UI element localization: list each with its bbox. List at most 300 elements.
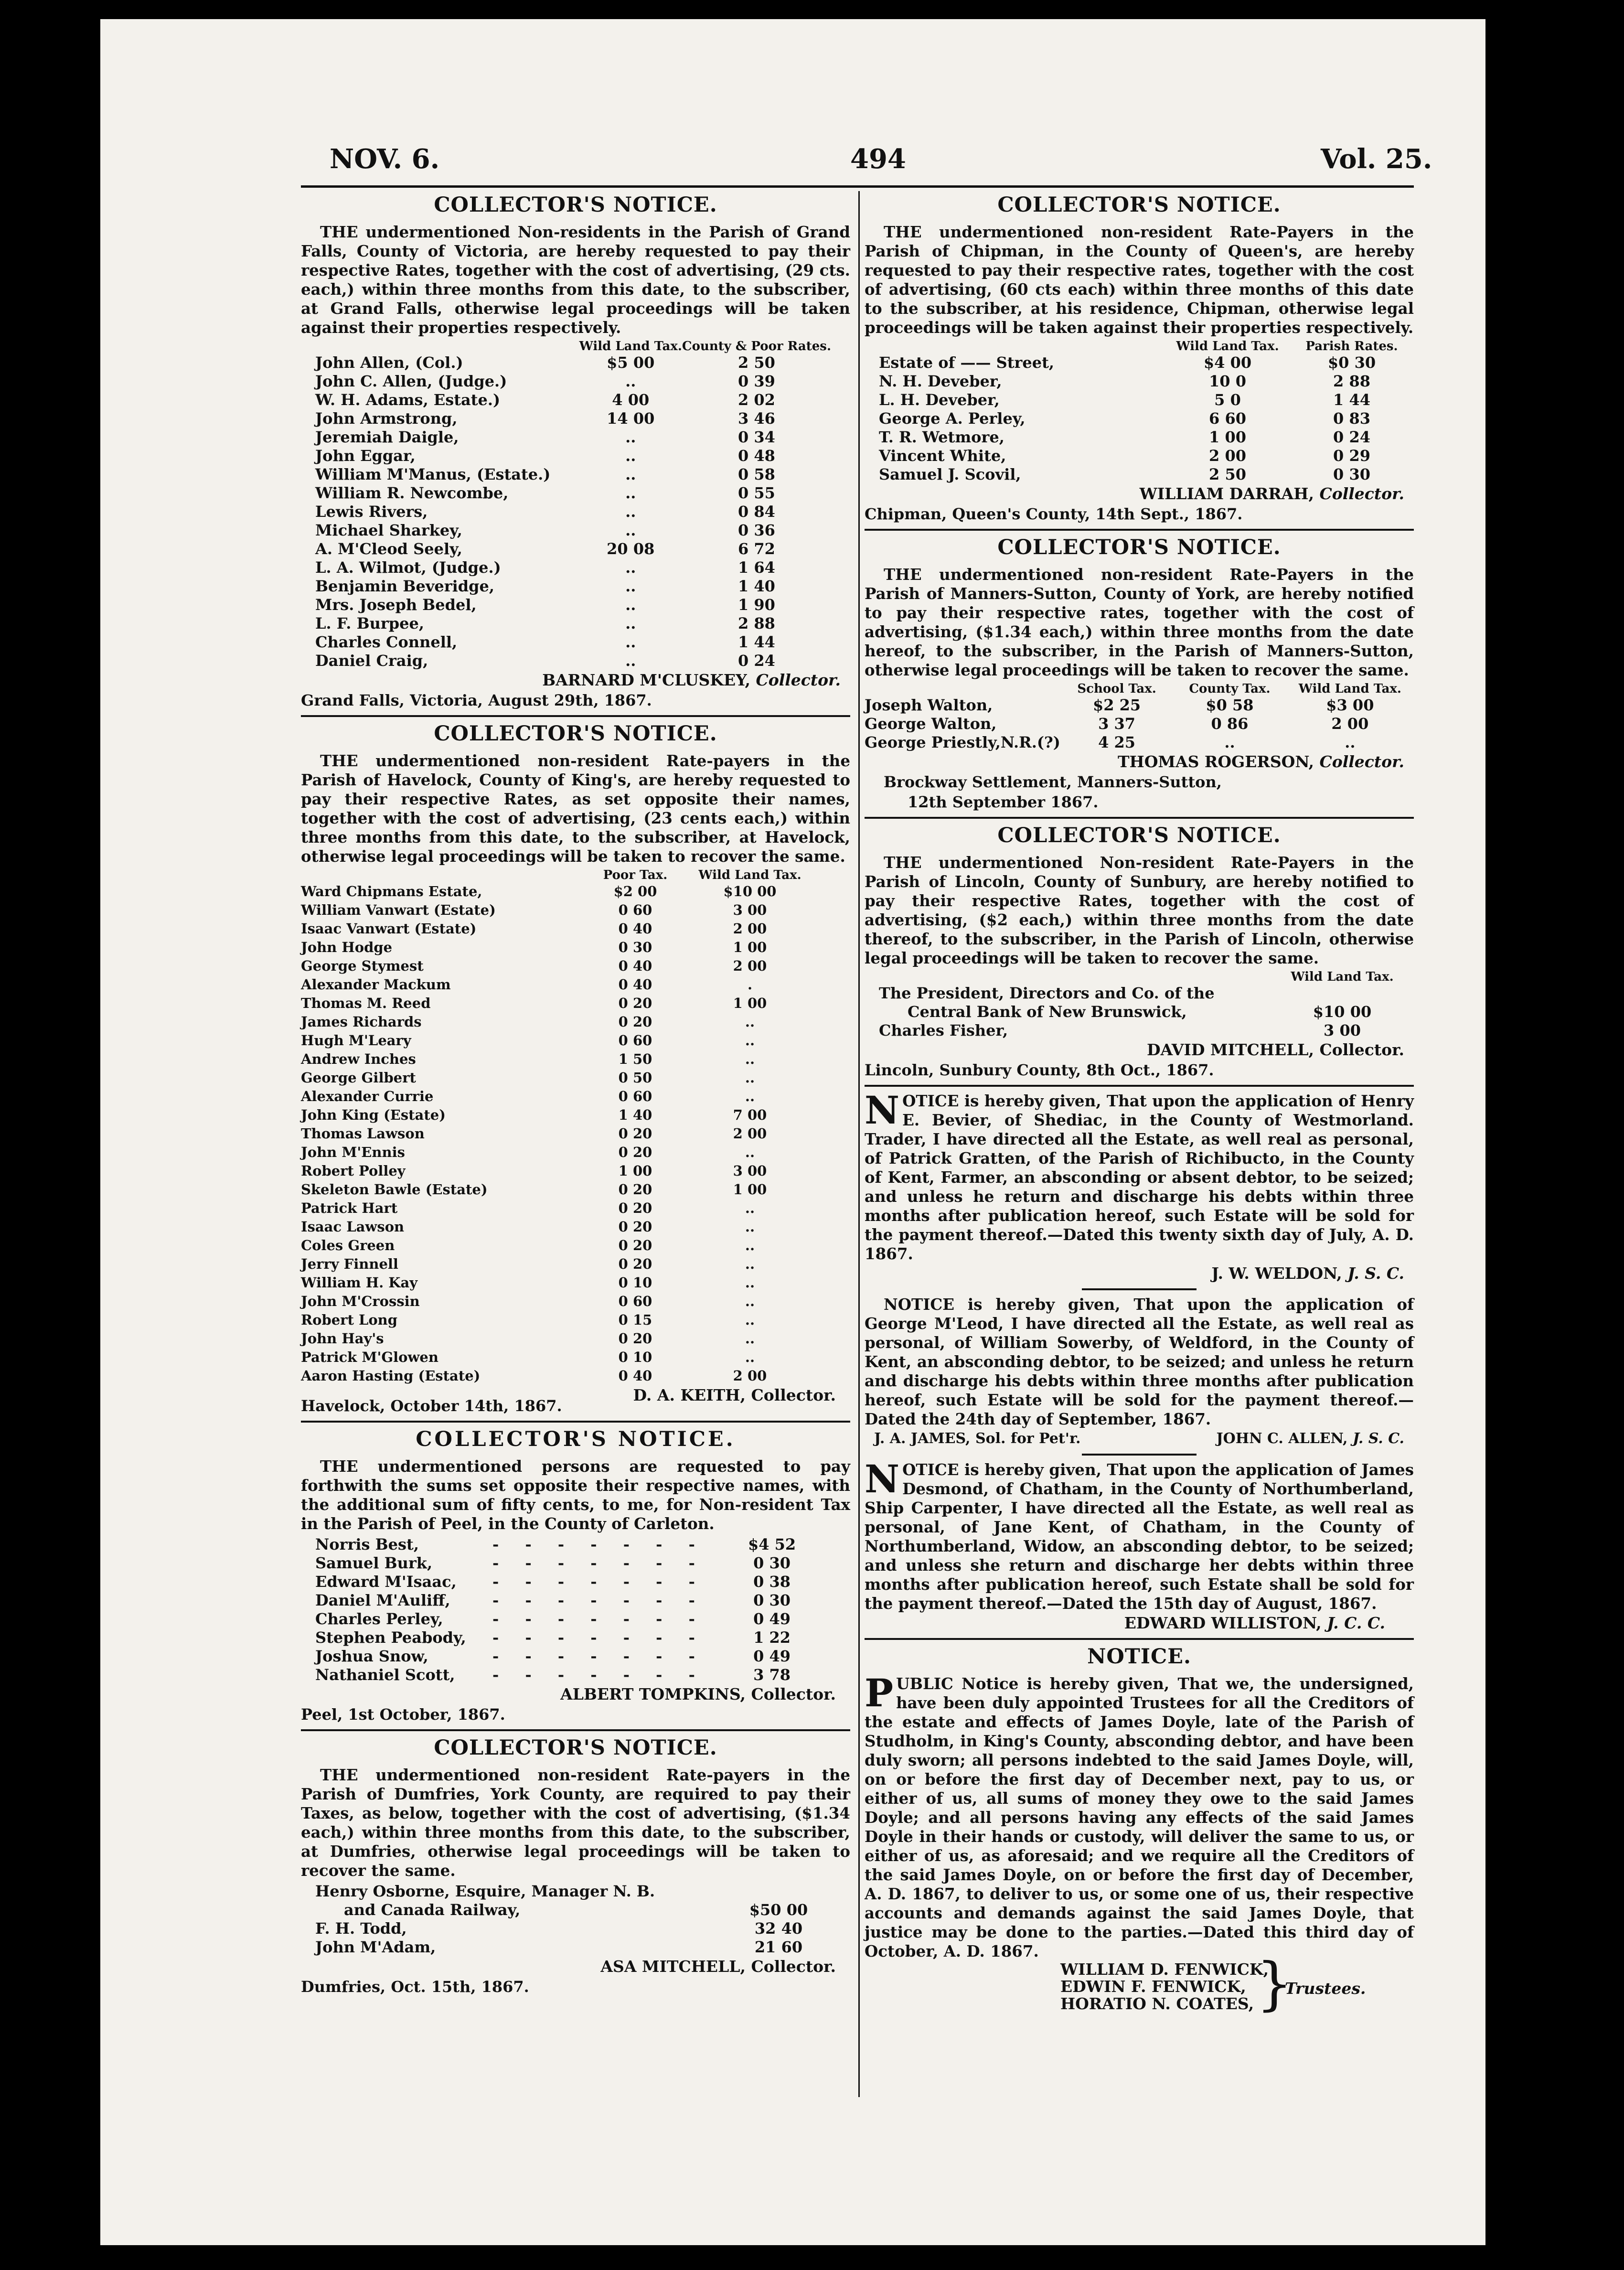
table-cell-value: $50 00 — [749, 1901, 808, 1919]
table-cell-value: 0 84 — [737, 503, 775, 521]
collector-signature: ASA MITCHELL, Collector. — [600, 1957, 836, 1976]
table-cell-value: 1 40 — [618, 1107, 652, 1123]
table-cell-value: 20 08 — [607, 540, 655, 558]
table-cell-value: .. — [745, 1070, 755, 1086]
table-cell-name: Isaac Vanwart (Estate) — [301, 921, 477, 937]
table-cell-value: .. — [625, 633, 636, 651]
notice-title: COLLECTOR'S NOTICE. — [434, 1736, 717, 1760]
section-divider — [865, 1638, 1414, 1640]
leader-dots: - - - - - - - — [492, 1628, 705, 1647]
notice-dumfries — [301, 1736, 850, 1997]
table-row — [315, 577, 831, 596]
table-cell-value: 0 60 — [618, 1088, 652, 1104]
table-cell-value: 0 29 — [1333, 447, 1370, 465]
table-cell-value: 0 40 — [618, 976, 652, 993]
table-cell-value: . — [747, 976, 753, 993]
table-row — [301, 1236, 817, 1255]
table-cell-value: 0 39 — [737, 372, 775, 390]
table-cell-value: .. — [745, 1051, 755, 1067]
table-cell-name: Robert Polley — [301, 1163, 406, 1179]
header-volume: Vol. 25. — [1321, 143, 1432, 175]
table-row — [301, 1292, 817, 1311]
table-cell-value: 2 00 — [733, 921, 767, 937]
table-cell-name: George A. Perley, — [879, 409, 1026, 428]
table-cell-name: Samuel Burk, — [315, 1554, 433, 1572]
trustees-label: Trustees. — [1285, 1979, 1366, 1998]
judge-signature — [865, 1263, 1414, 1284]
table-cell-value: 2 00 — [1331, 715, 1369, 733]
table-cell-value: 0 55 — [737, 484, 775, 502]
table-cell-value: 1 00 — [1209, 428, 1246, 446]
notice-title: COLLECTOR'S NOTICE. — [434, 722, 717, 746]
notice-manners-sutton — [865, 535, 1414, 812]
table-row — [301, 1348, 817, 1367]
table-header: Parish Rates. — [1305, 339, 1398, 353]
table-row — [301, 1162, 817, 1180]
table-cell-name: Skeleton Bawle (Estate) — [301, 1181, 488, 1198]
table-header: Poor Tax. — [603, 868, 668, 882]
table-cell-value: 10 0 — [1209, 372, 1246, 390]
collector-signature — [865, 484, 1414, 504]
table-cell-value: 3 78 — [753, 1666, 791, 1684]
table-cell-value: 2 00 — [733, 1125, 767, 1142]
table-cell-value: 14 00 — [607, 409, 655, 428]
notice-lincoln — [865, 824, 1414, 1080]
table-cell-value: 0 49 — [753, 1647, 791, 1665]
table-row — [879, 391, 1414, 409]
dateline: Grand Falls, Victoria, August 29th, 1867. — [301, 691, 652, 709]
notice-body: THE undermentioned Non-resident Rate-Payers in the Parish of Lincoln, County of Sunbury, are hereby notified to pay their respective Rates, together with the cost of advertising, ($2 each,) within three months from the date thereof, to the subscriber, in the Parish of Lincoln, otherwise legal proceedings will be taken to recover the same. — [865, 853, 1414, 967]
rates-table — [301, 868, 817, 1385]
header-page-number: 494 — [850, 143, 906, 175]
table-cell-value: .. — [745, 1274, 755, 1291]
table-cell-name: Joseph Walton, — [865, 696, 993, 714]
table-cell-name: Thomas Lawson — [301, 1125, 425, 1142]
table-row — [315, 1573, 812, 1591]
table-row — [301, 1367, 817, 1385]
collector-signature: D. A. KEITH, Collector. — [633, 1386, 836, 1404]
notice-title: NOTICE. — [1087, 1645, 1191, 1669]
table-row — [301, 1218, 817, 1236]
table-row — [301, 994, 817, 1013]
table-header: Wild Land Tax. — [1298, 682, 1401, 696]
right-column — [865, 191, 1414, 2021]
table-cell-name: Robert Long — [301, 1312, 398, 1328]
notice-body: NOTICE is hereby given, That upon the application of George M'Leod, I have directed all the Estate, as well real as personal, of William Sowerby, of Weldford, in the County of Kent, an absconding debtor, to be seized; and unless he return and discharge his debts within three months after publication hereof, such Estate will be sold for the payment thereof.—Dated the 24th day of September, 1867. — [865, 1295, 1414, 1428]
notice-mleod — [865, 1295, 1414, 1449]
notice-body: THE undermentioned persons are requested to pay forthwith the sums set opposite their respective names, with the additional sum of fifty cents, to me, for Non-resident Tax in the Parish of Peel, in the County of Carleton. — [301, 1457, 850, 1533]
table-row — [301, 920, 817, 938]
table-cell-name: Andrew Inches — [301, 1051, 416, 1067]
table-cell-value: .. — [745, 1256, 755, 1272]
table-header: Wild Land Tax. — [1176, 339, 1279, 353]
table-row — [315, 447, 831, 465]
dateline: Chipman, Queen's County, 14th Sept., 1867. — [865, 505, 1243, 523]
table-cell-name: John Allen, (Col.) — [315, 353, 463, 372]
table-row — [315, 633, 831, 652]
table-cell-name: William Vanwart (Estate) — [301, 902, 496, 918]
table-cell-name: Samuel J. Scovil, — [879, 465, 1021, 483]
table-cell-value: .. — [745, 1088, 755, 1104]
table-cell-name: Nathaniel Scott, — [315, 1666, 455, 1684]
table-cell-value: 0 20 — [618, 995, 652, 1011]
notice-doyle-trustees — [865, 1645, 1414, 2018]
table-cell-value: .. — [745, 1330, 755, 1347]
table-row — [315, 409, 831, 428]
table-header: Wild Land Tax. — [698, 868, 801, 882]
notice-body: NOTICE is hereby given, That upon the application of James Desmond, of Chatham, in the County of Northumberland, Ship Carpenter, I have directed all the Estate, as well real as personal, of Jane Kent, of Chatham, in the County of Northumberland, Widow, an absconding debtor, to be seized; and unless she return and discharge her debts within three months after publication hereof, such Estate shall be sold for the payment thereof.—Dated the 15th day of August, 1867. — [865, 1456, 1414, 1613]
table-cell-name: L. A. Wilmot, (Judge.) — [315, 558, 501, 577]
table-row — [879, 984, 1404, 1003]
table-cell-value: 0 20 — [618, 1219, 652, 1235]
solicitor: J. A. JAMES, Sol. for Pet'r. — [874, 1430, 1081, 1447]
rates-table — [315, 1535, 812, 1684]
notice-body: THE undermentioned Non-residents in the Parish of Grand Falls, County of Victoria, are hereby requested to pay their respective Rates, together with the cost of advertising, (29 cts. each,) within three months from this date, to the subscriber, at Grand Falls, otherwise legal proceedings will be taken against their properties respectively. — [301, 223, 850, 337]
leader-dots: - - - - - - - — [492, 1610, 705, 1628]
table-cell-name: John M'Ennis — [301, 1144, 405, 1160]
table-header-row — [315, 339, 831, 353]
table-header: School Tax. — [1077, 682, 1156, 696]
table-cell-name: The President, Directors and Co. of the — [879, 984, 1215, 1002]
table-cell-value: 0 24 — [737, 652, 775, 670]
table-cell-name: Isaac Lawson — [301, 1219, 405, 1235]
rates-table — [879, 339, 1414, 484]
table-cell-value: 2 50 — [737, 353, 775, 372]
table-row — [315, 614, 831, 633]
judge-role: J. C. C. — [1327, 1614, 1385, 1632]
collector-role: Collector. — [1319, 484, 1404, 503]
table-cell-value: 2 00 — [733, 1368, 767, 1384]
judge-signature — [1216, 1429, 1414, 1449]
section-divider — [865, 817, 1414, 819]
table-row — [315, 372, 831, 391]
dateline: Brockway Settlement, Manners-Sutton, — [884, 773, 1222, 791]
table-row — [315, 1882, 831, 1901]
table-cell-name: John Eggar, — [315, 447, 416, 465]
table-row — [315, 1666, 812, 1684]
notice-bevier — [865, 1088, 1414, 1284]
table-row — [315, 1628, 812, 1647]
table-cell-value: 3 46 — [737, 409, 775, 428]
table-cell-value: 2 88 — [737, 614, 775, 632]
notice-havelock — [301, 722, 850, 1416]
judge-name: JOHN C. ALLEN, — [1216, 1430, 1348, 1447]
table-row — [315, 1554, 812, 1573]
table-cell-value: 0 10 — [618, 1349, 652, 1365]
table-row — [301, 1087, 817, 1106]
notice-body: THE undermentioned non-resident Rate-Payers in the Parish of Manners-Sutton, County of York, are hereby notified to pay their respective rates, together with the cost of advertising, ($1.34 each,) within three months from the date hereof, to the subscriber, in the Parish of Manners-Sutton, otherwise legal proceedings will be taken to recover the same. — [865, 565, 1414, 679]
table-row — [315, 428, 831, 447]
table-cell-name: Lewis Rivers, — [315, 503, 428, 521]
table-cell-value: 0 60 — [618, 902, 652, 918]
notice-body: NOTICE is hereby given, That upon the application of Henry E. Bevier, of Shediac, in the County of Westmorland. Trader, I have directed all the Estate, as well real as personal, of Patrick Gratten, of the Parish of Richibucto, in the County of Kent, Farmer, an absconding or absent debtor, to be seized; and unless he return and discharge his debts within three months after publication hereof, such Estate will be sold for the payment thereof.—Dated this twenty sixth day of July, A. D. 1867. — [865, 1088, 1414, 1263]
dateline: Lincoln, Sunbury County, 8th Oct., 1867. — [865, 1061, 1214, 1079]
table-cell-value: $10 00 — [1313, 1003, 1372, 1021]
dateline: Peel, 1st October, 1867. — [301, 1705, 505, 1724]
table-row — [301, 1124, 817, 1143]
table-cell-value: 4 25 — [1098, 733, 1136, 751]
judge-role: J. S. C. — [1352, 1430, 1404, 1447]
table-cell-value: 0 20 — [618, 1330, 652, 1347]
table-header: County Tax. — [1189, 682, 1271, 696]
table-cell-name: Alexander Mackum — [301, 976, 451, 993]
table-cell-value: $2 00 — [613, 883, 657, 899]
leader-dots: - - - - - - - — [492, 1647, 705, 1665]
signature-line — [865, 1429, 1414, 1449]
table-cell-name: George Priestly,N.R.(?) — [865, 733, 1060, 751]
table-row — [879, 1021, 1404, 1040]
table-cell-value: .. — [625, 558, 636, 577]
table-cell-value: 0 50 — [618, 1070, 652, 1086]
table-cell-value: $0 30 — [1327, 353, 1376, 372]
table-row — [315, 1591, 812, 1610]
table-cell-value: 3 37 — [1098, 715, 1136, 733]
table-row — [879, 447, 1414, 465]
table-cell-value: 0 86 — [1211, 715, 1249, 733]
table-cell-value: $5 00 — [607, 353, 655, 372]
collector-signature — [301, 670, 850, 690]
table-row — [301, 1031, 817, 1050]
table-cell-name: Patrick Hart — [301, 1200, 398, 1216]
table-cell-value: 6 72 — [737, 540, 775, 558]
table-cell-value: 0 20 — [618, 1181, 652, 1198]
section-divider — [865, 529, 1414, 531]
table-row — [315, 465, 831, 484]
table-cell-value: 0 15 — [618, 1312, 652, 1328]
table-row — [879, 409, 1414, 428]
table-cell-name: Central Bank of New Brunswick, — [908, 1003, 1187, 1021]
rates-table — [315, 1882, 831, 1957]
table-row — [315, 484, 831, 503]
table-cell-value: 1 22 — [753, 1628, 791, 1647]
table-cell-value: .. — [625, 521, 636, 539]
table-row — [301, 1311, 817, 1329]
table-cell-value: .. — [745, 1014, 755, 1030]
table-cell-value: 1 00 — [733, 1181, 767, 1198]
table-header-row — [301, 868, 817, 882]
table-row — [315, 558, 831, 577]
table-cell-value: 32 40 — [754, 1919, 803, 1938]
collector-name: THOMAS ROGERSON, — [1117, 752, 1314, 771]
table-header — [879, 339, 1165, 353]
table-cell-value: 6 60 — [1209, 409, 1246, 428]
table-cell-value: .. — [745, 1219, 755, 1235]
table-cell-value: .. — [1345, 733, 1356, 751]
table-row — [315, 1938, 831, 1957]
table-cell-name: Coles Green — [301, 1237, 395, 1253]
table-cell-value: 21 60 — [754, 1938, 803, 1956]
table-row — [315, 652, 831, 670]
dateline-continued: 12th September 1867. — [908, 793, 1099, 811]
table-cell-value: $3 00 — [1326, 696, 1374, 714]
table-cell-name: William R. Newcombe, — [315, 484, 509, 502]
table-cell-value: .. — [1224, 733, 1235, 751]
table-cell-name: Ward Chipmans Estate, — [301, 883, 482, 899]
table-cell-value: 2 88 — [1333, 372, 1370, 390]
section-divider — [301, 715, 850, 717]
table-cell-value: 3 00 — [733, 1163, 767, 1179]
table-row — [315, 596, 831, 614]
table-cell-value: 0 40 — [618, 921, 652, 937]
notice-grand-falls — [301, 193, 850, 710]
table-cell-value: .. — [745, 1293, 755, 1309]
table-row — [301, 975, 817, 994]
table-header: County & Poor Rates. — [682, 339, 831, 353]
table-row — [315, 1901, 831, 1919]
table-cell-value: .. — [625, 465, 636, 483]
table-cell-value: 0 30 — [753, 1591, 791, 1609]
collector-role: Collector. — [756, 671, 841, 689]
table-cell-value: 0 58 — [737, 465, 775, 483]
table-cell-value: 0 36 — [737, 521, 775, 539]
table-cell-name: William H. Kay — [301, 1274, 418, 1291]
table-cell-name: Charles Perley, — [315, 1610, 443, 1628]
table-cell-value: 2 50 — [1209, 465, 1246, 483]
table-cell-name: Hugh M'Leary — [301, 1032, 411, 1049]
header-date: NOV. 6. — [330, 143, 440, 175]
section-divider — [301, 1421, 850, 1423]
table-cell-value: 0 20 — [618, 1200, 652, 1216]
judge-name: J. W. WELDON, — [1211, 1264, 1342, 1283]
table-cell-name: Aaron Hasting (Estate) — [301, 1368, 481, 1384]
table-cell-name: L. F. Burpee, — [315, 614, 424, 632]
table-cell-value: 0 48 — [737, 447, 775, 465]
table-cell-name: John Hay's — [301, 1330, 384, 1347]
table-cell-name: F. H. Todd, — [315, 1919, 407, 1938]
notice-title: COLLECTOR'S NOTICE. — [997, 824, 1281, 847]
table-row — [301, 1069, 817, 1087]
table-row — [865, 715, 1414, 733]
table-cell-value: .. — [625, 577, 636, 595]
table-cell-name: L. H. Deveber, — [879, 391, 1000, 409]
table-cell-name: Patrick M'Glowen — [301, 1349, 438, 1365]
table-cell-name: George Stymest — [301, 958, 424, 974]
table-cell-name: John C. Allen, (Judge.) — [315, 372, 507, 390]
table-cell-value: 0 30 — [1333, 465, 1370, 483]
collector-signature: ALBERT TOMPKINS, Collector. — [560, 1685, 836, 1703]
table-cell-value: .. — [745, 1200, 755, 1216]
table-row — [315, 503, 831, 521]
table-cell-name: Jerry Finnell — [301, 1256, 398, 1272]
table-row — [301, 1274, 817, 1292]
table-header — [315, 339, 579, 353]
table-cell-value: $10 00 — [723, 883, 777, 899]
table-cell-value: .. — [745, 1032, 755, 1049]
notice-chipman — [865, 193, 1414, 524]
table-cell-value: .. — [745, 1237, 755, 1253]
table-cell-value: 2 00 — [733, 958, 767, 974]
table-cell-value: 0 60 — [618, 1032, 652, 1049]
table-cell-value: 1 90 — [737, 596, 775, 614]
trustee-name: EDWIN F. FENWICK, — [1060, 1977, 1246, 1996]
table-row — [301, 882, 817, 901]
collector-signature — [865, 752, 1414, 772]
table-row — [315, 391, 831, 409]
table-cell-name: John Armstrong, — [315, 409, 458, 428]
table-cell-name: Benjamin Beveridge, — [315, 577, 495, 595]
table-cell-value: .. — [625, 614, 636, 632]
table-row — [315, 521, 831, 540]
short-divider — [1082, 1454, 1197, 1456]
collector-role: Collector. — [1319, 752, 1404, 771]
table-row — [879, 1003, 1404, 1021]
table-cell-value: .. — [625, 428, 636, 446]
table-cell-value: 0 60 — [618, 1293, 652, 1309]
brace-glyph: } — [1256, 1951, 1293, 2017]
judge-name: EDWARD WILLISTON, — [1124, 1614, 1322, 1632]
leader-dots: - - - - - - - — [492, 1535, 705, 1553]
notice-peel — [301, 1427, 850, 1724]
dateline: Dumfries, Oct. 15th, 1867. — [301, 1978, 529, 1996]
notice-title: COLLECTOR'S NOTICE. — [997, 535, 1281, 559]
table-cell-value: .. — [625, 503, 636, 521]
table-header: Wild Land Tax. — [1291, 970, 1394, 984]
table-cell-name: Edward M'Isaac, — [315, 1573, 457, 1591]
leader-dots: - - - - - - - — [492, 1554, 705, 1572]
judge-role: J. S. C. — [1347, 1264, 1404, 1283]
table-row — [301, 1106, 817, 1124]
table-cell-value: 2 02 — [737, 391, 775, 409]
table-header — [865, 682, 1060, 696]
table-row — [315, 1610, 812, 1628]
judge-signature — [865, 1613, 1414, 1633]
collector-name: BARNARD M'CLUSKEY, — [542, 671, 750, 689]
table-cell-value: 0 34 — [737, 428, 775, 446]
table-cell-name: T. R. Wetmore, — [879, 428, 1004, 446]
table-cell-name: John M'Adam, — [315, 1938, 436, 1956]
notice-title: COLLECTOR'S NOTICE. — [434, 193, 717, 217]
notice-body: THE undermentioned non-resident Rate-payers in the Parish of Havelock, County of King's, are hereby requested to pay their respective Rates, as set opposite their names, together with the cost of advertising, (23 cents each,) within three months from this date, to the subscriber, at Havelock, otherwise legal proceedings will be taken to recover the same. — [301, 751, 850, 866]
table-cell-value: 1 40 — [737, 577, 775, 595]
table-cell-name: Charles Fisher, — [879, 1021, 1008, 1039]
column-divider — [858, 191, 860, 2097]
table-cell-value: .. — [745, 1144, 755, 1160]
table-cell-name: John M'Crossin — [301, 1293, 420, 1309]
table-row — [315, 1535, 812, 1554]
table-cell-value: $0 58 — [1206, 696, 1254, 714]
table-cell-value — [1280, 984, 1404, 1003]
leader-dots: - - - - - - - — [492, 1666, 705, 1684]
table-cell-value: 1 50 — [618, 1051, 652, 1067]
rates-table — [315, 339, 831, 670]
table-cell-value: 1 00 — [733, 995, 767, 1011]
table-cell-name: Charles Connell, — [315, 633, 458, 651]
table-header-row — [879, 970, 1404, 984]
table-cell-name: Vincent White, — [879, 447, 1006, 465]
table-row — [315, 1647, 812, 1666]
trustee-name: WILLIAM D. FENWICK, — [1060, 1960, 1269, 1979]
table-row — [315, 353, 831, 372]
notice-title: COLLECTOR'S NOTICE. — [997, 193, 1281, 217]
table-row — [301, 957, 817, 975]
leader-dots: - - - - - - - — [492, 1573, 705, 1591]
table-cell-name: Jeremiah Daigle, — [315, 428, 459, 446]
leader-dots: - - - - - - - — [492, 1591, 705, 1609]
table-cell-value: 0 24 — [1333, 428, 1370, 446]
table-cell-value: 7 00 — [733, 1107, 767, 1123]
trustee-name: HORATIO N. COATES, — [1060, 1994, 1254, 2013]
table-cell-name: Estate of —— Street, — [879, 353, 1054, 372]
table-cell-value: 0 40 — [618, 958, 652, 974]
table-cell-value: 0 10 — [618, 1274, 652, 1291]
table-cell-value: 0 83 — [1333, 409, 1370, 428]
table-row — [865, 733, 1414, 752]
table-header-row — [879, 339, 1414, 353]
table-cell-value: 2 00 — [1209, 447, 1246, 465]
table-header — [879, 970, 1280, 984]
section-divider — [865, 1085, 1414, 1087]
table-row — [879, 372, 1414, 391]
